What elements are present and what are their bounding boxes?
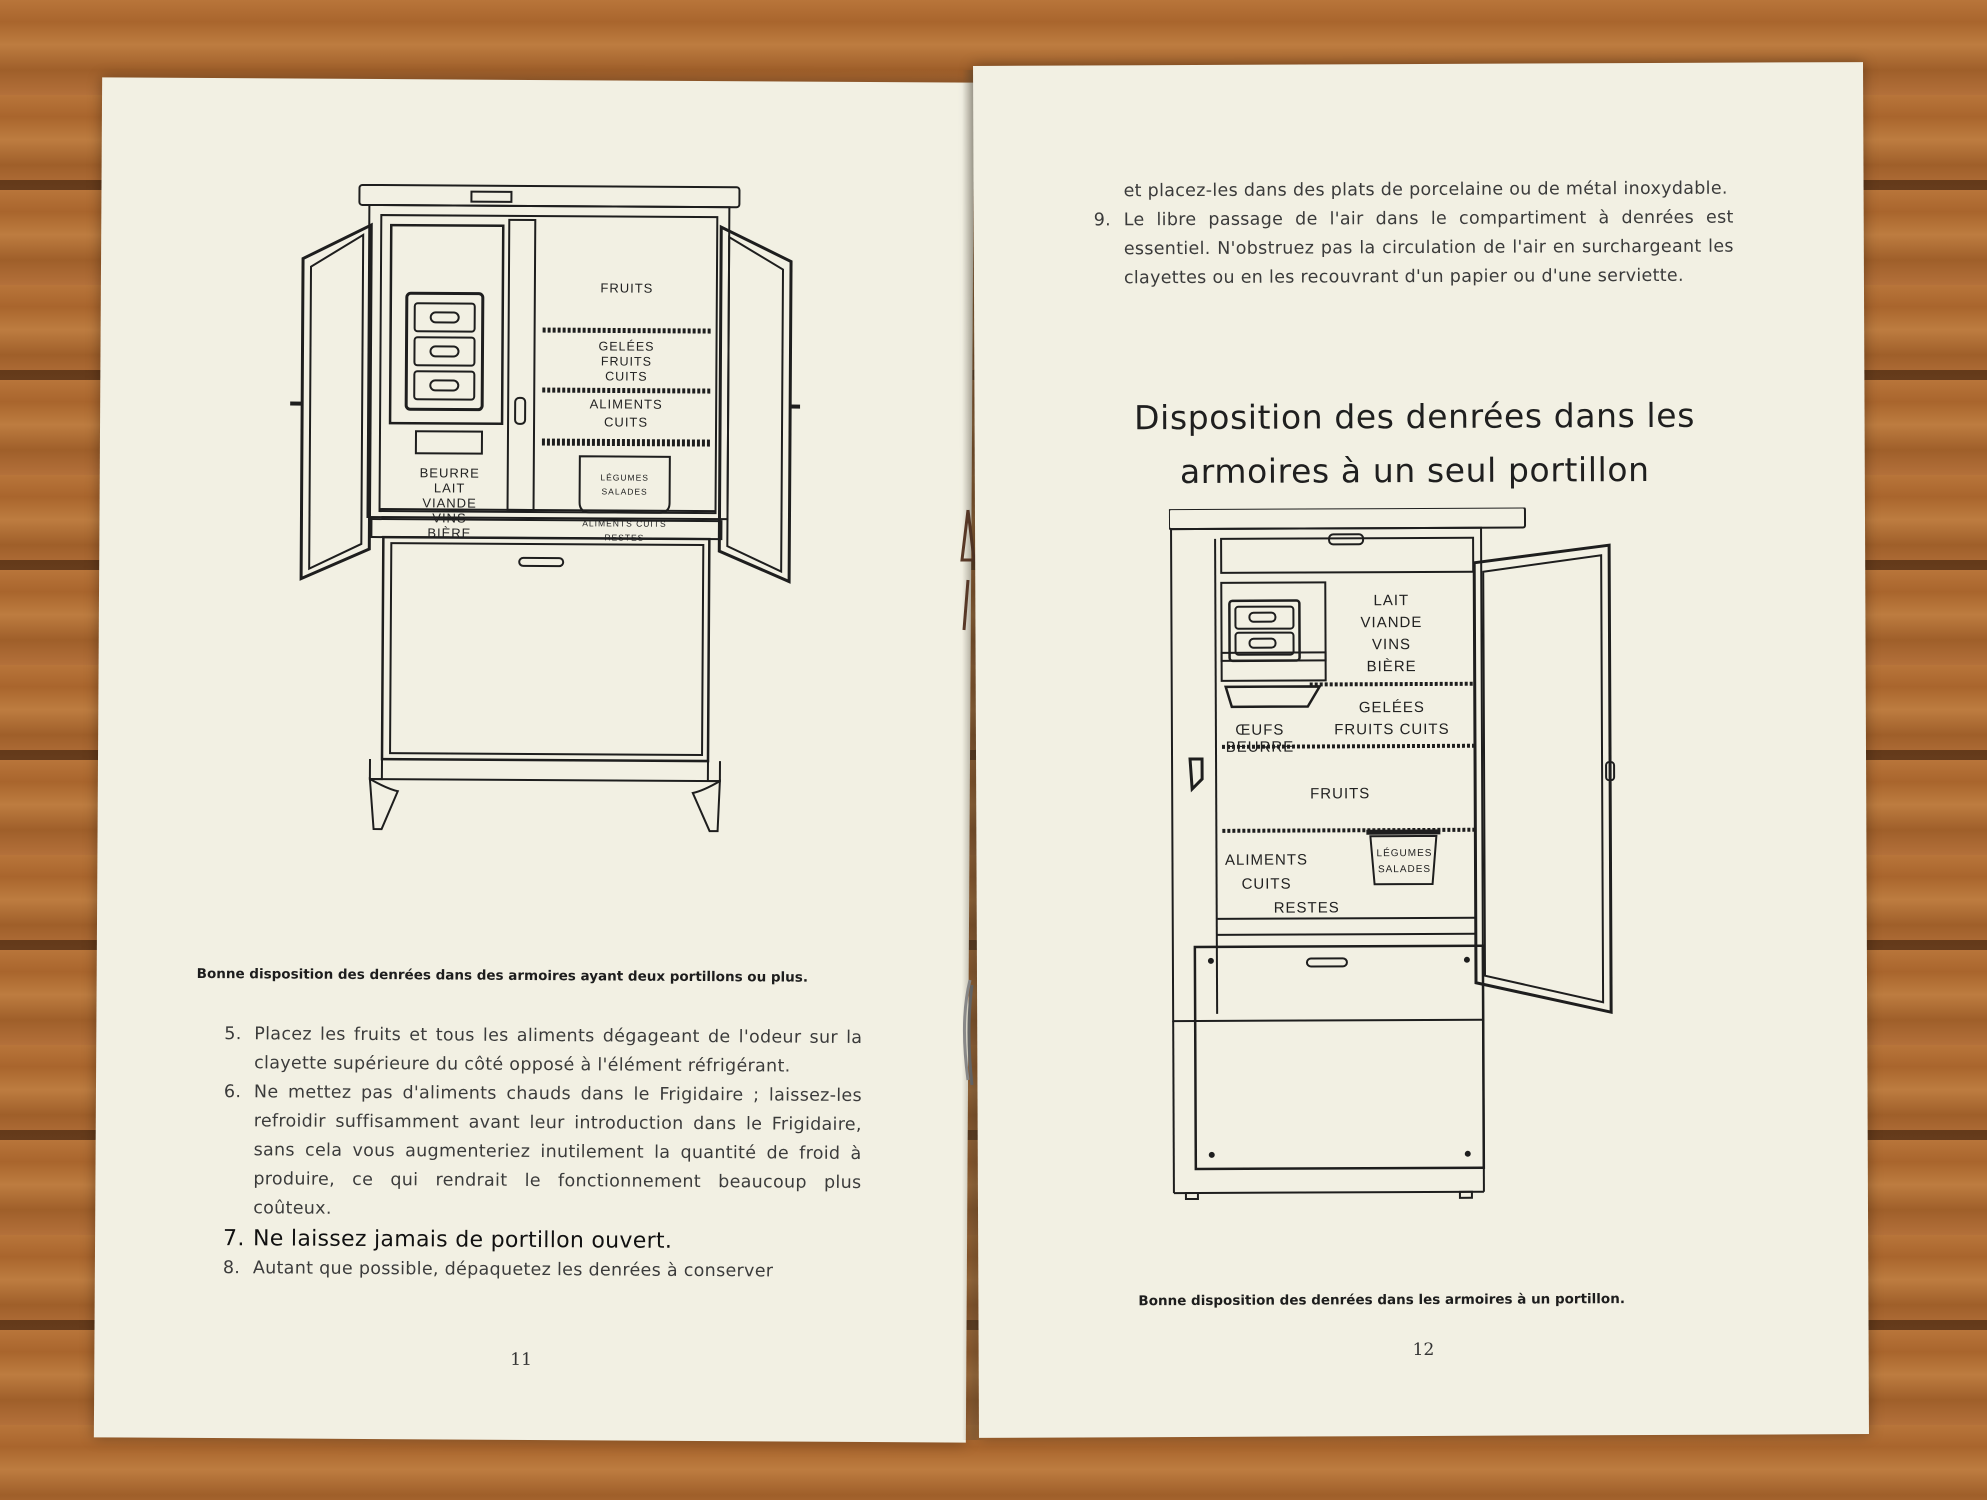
list-item <box>223 1254 861 1287</box>
fig-label-aliments-cuits-bottom: ALIMENTS CUITS <box>582 518 667 529</box>
item-text: Le libre passage de l'air dans le compartiment à denrées est essentiel. N'obstruez pas la circulation de l'air en surchargeant les clayettes ou en les recouvrant d'un papier ou d'une serviette. <box>1123 207 1734 289</box>
fig-label-salades: SALADES <box>1377 863 1432 876</box>
fig-label-cuits: CUITS <box>605 369 648 384</box>
right-page <box>973 62 1869 1438</box>
item-number: 8. <box>222 1258 241 1279</box>
heading-line-1: Disposition des denrées dans les <box>1134 395 1696 438</box>
list-item <box>224 1020 862 1082</box>
list-item <box>1094 204 1734 294</box>
item-text: Ne mettez pas d'aliments chauds dans le Frigidaire ; laissez-les refroidir suffisamment avant leur introduction dans le Frigidaire, sans cela vous augmenteriez inutilement la quantité de froid à produire, ce qui rendrait le fonctionnement beaucoup plus coûteux. <box>253 1082 863 1219</box>
fig-label-oeufs: ŒUFS <box>1235 721 1285 739</box>
item-text: Autant que possible, dépaquetez les denrées à conserver <box>252 1258 774 1282</box>
fig-label-legumes: LÉGUMES <box>600 472 650 483</box>
two-door-fridge-illustration <box>277 178 802 961</box>
fig-label-cuits: CUITS <box>1241 875 1292 893</box>
item-text: Placez les fruits et tous les aliments dégageant de l'odeur sur la clayette supérieure du côté opposé à l'élément réfrigérant. <box>254 1024 863 1077</box>
continuation-paragraph <box>1093 175 1733 207</box>
fig-label-viande: VIANDE <box>422 495 477 511</box>
fig-label-aliments-cuits: CUITS <box>604 414 649 430</box>
continuation-text: et placez-les dans des plats de porcelaine ou de métal inoxydable. <box>1123 178 1728 202</box>
figure-caption: Bonne disposition des denrées dans des armoires ayant deux portillons ou plus. <box>196 965 809 986</box>
heading-line-2: armoires à un seul portillon <box>1179 449 1650 492</box>
item-number: 5. <box>224 1024 242 1045</box>
single-door-fridge-drawing <box>1169 507 1643 1349</box>
instructions-list <box>223 1020 863 1287</box>
fig-label-beurre: BEURRE <box>1225 738 1295 756</box>
continuation-text-block <box>1093 175 1734 294</box>
fig-label-salades: SALADES <box>601 486 648 497</box>
fig-label-fruits-cuits: FRUITS CUITS <box>1334 720 1450 739</box>
fig-label-fruits: FRUITS <box>600 280 654 296</box>
item-number: 9. <box>1093 210 1112 231</box>
fig-label-aliments: ALIMENTS <box>1224 851 1309 869</box>
fig-label-vins: VINS <box>432 510 467 526</box>
page-number: 11 <box>510 1349 533 1370</box>
fig-label-aliments: ALIMENTS <box>589 396 663 412</box>
item-number: 7. <box>222 1226 245 1252</box>
fig-label-fruits-2: FRUITS <box>600 354 653 369</box>
fig-label-biere: BIÈRE <box>1366 658 1417 676</box>
fig-label-vins: VINS <box>1371 636 1412 654</box>
fig-label-restes: RESTES <box>604 532 645 543</box>
page-number: 12 <box>1412 1339 1435 1361</box>
fig-label-beurre: BEURRE <box>419 465 480 481</box>
single-door-fridge-illustration <box>1169 507 1643 1349</box>
item-number: 6. <box>223 1082 242 1103</box>
fig-label-viande: VIANDE <box>1360 613 1423 632</box>
fig-label-biere: BIÈRE <box>427 525 472 541</box>
item-text: Ne laissez jamais de portillon ouvert. <box>252 1226 673 1254</box>
list-item-emphasis <box>223 1224 861 1257</box>
fig-label-lait: LAIT <box>433 480 466 496</box>
list-item <box>223 1078 862 1227</box>
fig-label-restes: RESTES <box>1273 899 1340 917</box>
two-door-fridge-drawing <box>277 178 802 961</box>
fig-label-gelees: GELÉES <box>1358 698 1425 717</box>
left-page <box>94 77 974 1442</box>
figure-caption: Bonne disposition des denrées dans les armoires à un portillon. <box>1138 1291 1625 1310</box>
fig-label-gelees: GELÉES <box>598 339 655 354</box>
fig-label-fruits: FRUITS <box>1310 785 1371 803</box>
fig-label-lait: LAIT <box>1373 592 1410 610</box>
section-heading <box>1034 388 1794 499</box>
fig-label-legumes: LÉGUMES <box>1376 847 1433 860</box>
